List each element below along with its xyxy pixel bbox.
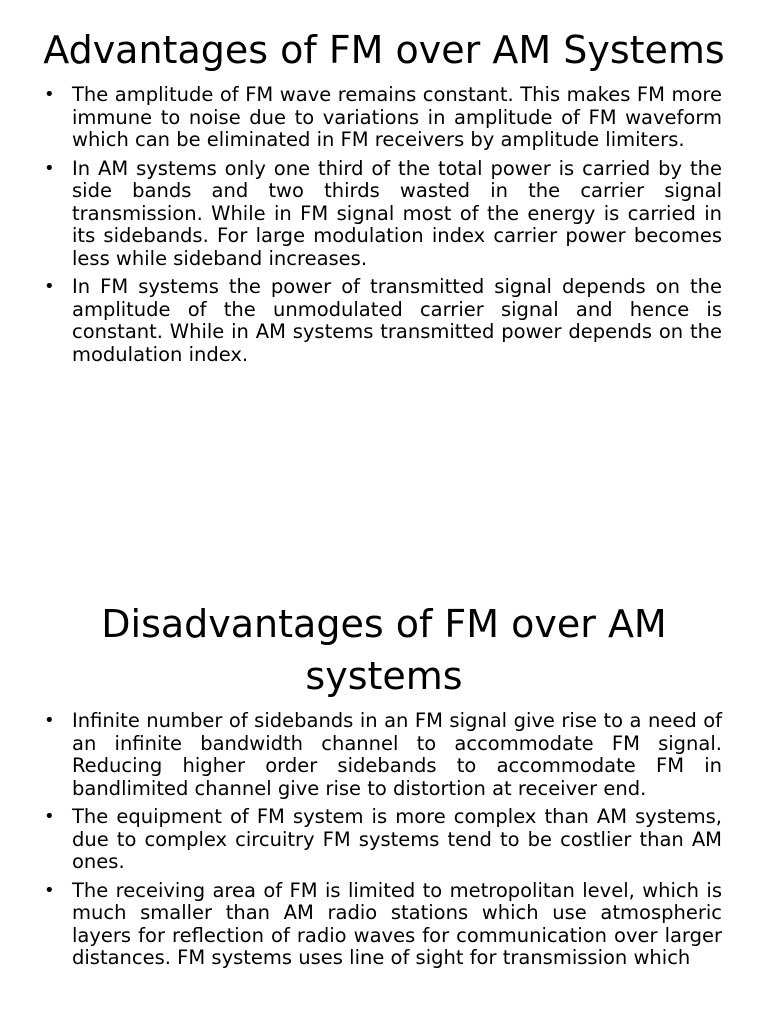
disadvantages-list xyxy=(0,710,768,970)
list-item xyxy=(44,805,722,874)
list-item xyxy=(44,709,722,800)
advantages-title: Advantages of FM over AM Systems xyxy=(43,28,725,72)
list-item-text: Infinite number of sidebands in an FM signal give rise to a need of an infinite bandwidth channel to accommodate FM signal. Reducing higher order sidebands to accommodate FM in bandlimited channel give rise to distortion at receiver end. xyxy=(72,709,722,800)
bullet-icon: • xyxy=(44,879,55,901)
bullet-icon: • xyxy=(44,710,55,731)
list-item-text: The amplitude of FM wave remains constant. This makes FM more immune to noise due to variations in amplitude of FM waveform which can be eliminated in FM receivers by amplitude limiters. xyxy=(72,83,722,151)
list-item-text: In AM systems only one third of the total power is carried by the side bands and two thirds wasted in the carrier signal transmission. While in FM signal most of the energy is carried in its sidebands. For large modulation index carrier power becomes less while sideband increases. xyxy=(72,156,722,270)
list-item-text: The receiving area of FM is limited to metropolitan level, which is much smaller than AM radio stations which use atmospheric layers for reflection of radio waves for communication over larger distances. FM systems uses line of sight for transmission which xyxy=(72,878,722,969)
list-item xyxy=(44,156,722,271)
bullet-icon: • xyxy=(44,276,55,297)
bullet-icon: • xyxy=(44,157,55,179)
list-item-text: The equipment of FM system is more complex than AM systems, due to complex circuitry FM systems tend to be costlier than AM ones. xyxy=(72,805,722,873)
disadvantages-section xyxy=(0,598,768,976)
advantages-section xyxy=(0,24,768,372)
list-item xyxy=(44,83,722,152)
list-item xyxy=(44,275,722,366)
bullet-icon: • xyxy=(44,806,55,827)
list-item-text: In FM systems the power of transmitted signal depends on the amplitude of the unmodulated carrier signal and hence is constant. While in AM systems transmitted power depends on the modulation index. xyxy=(72,275,722,366)
disadvantages-title: Disadvantages of FM over AM systems xyxy=(101,602,667,698)
advantages-list xyxy=(0,84,768,366)
bullet-icon: • xyxy=(44,84,55,105)
list-item xyxy=(44,878,722,970)
